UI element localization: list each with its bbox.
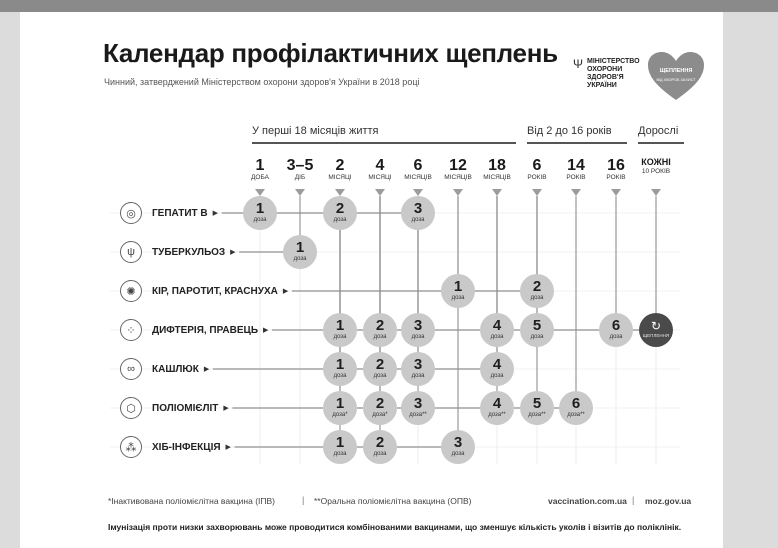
footnote-opv: **Оральна поліомієлітна вакцина (ОПВ)	[314, 496, 472, 506]
vaccine-row	[120, 236, 236, 268]
microbe-icon: ⁘	[120, 319, 142, 341]
age-column-header	[320, 157, 360, 182]
dose-marker	[401, 391, 435, 425]
dose-marker	[323, 352, 357, 386]
dose-marker	[243, 196, 277, 230]
age-unit: МІСЯЦІ	[368, 174, 392, 181]
age-number: 4	[375, 157, 385, 174]
dose-label: доза**	[488, 412, 506, 418]
vaccine-name: КІР, ПАРОТИТ, КРАСНУХА	[152, 285, 278, 297]
dose-number: 6	[571, 395, 581, 412]
ministry-line: ОХОРОНИ	[587, 66, 623, 73]
age-column-header	[398, 157, 438, 182]
dose-number: 3	[453, 434, 463, 451]
dose-number: 3	[413, 356, 423, 373]
dose-number: 5	[532, 395, 542, 412]
vaccine-row	[120, 275, 288, 307]
dose-marker	[401, 196, 435, 230]
pertussis-icon: ∞	[120, 358, 142, 380]
dose-marker	[559, 391, 593, 425]
heart-logo-subtitle: ВІД ХВОРОБ ЗАХИСТ	[656, 78, 696, 82]
dose-label: доза	[451, 451, 465, 457]
dose-label: доза	[373, 373, 387, 379]
age-pointer-icon	[571, 189, 581, 196]
ministry-line: ЗДОРОВ'Я	[587, 74, 624, 81]
dose-label: доза	[333, 334, 347, 340]
bacteria-icon: ψ	[120, 241, 142, 263]
dose-number: 2	[375, 356, 385, 373]
dose-number: 4	[492, 356, 502, 373]
age-unit: МІСЯЦІВ	[444, 174, 472, 181]
dose-label: доза	[373, 334, 387, 340]
dose-label: доза**	[409, 412, 427, 418]
dose-number: 1	[255, 200, 265, 217]
dose-number: 2	[375, 395, 385, 412]
age-number: 14	[567, 157, 585, 174]
age-number: 6	[413, 157, 423, 174]
age-number: 18	[488, 157, 506, 174]
dose-marker	[520, 274, 554, 308]
age-column-header	[240, 157, 280, 182]
age-pointer-icon	[651, 189, 661, 196]
dose-label: доза**	[528, 412, 546, 418]
dose-marker	[363, 391, 397, 425]
dose-label: доза	[530, 334, 544, 340]
vaccine-name: ДИФТЕРІЯ, ПРАВЕЦЬ	[152, 324, 259, 336]
age-unit: МІСЯЦІ	[328, 174, 352, 181]
dose-number: 3	[413, 395, 423, 412]
repeat-icon: ↻	[650, 319, 662, 333]
row-arrow-icon: ▶	[223, 405, 229, 412]
age-column-header	[280, 157, 320, 182]
age-column-header	[360, 157, 400, 182]
dose-marker	[363, 352, 397, 386]
dose-label: доза	[411, 217, 425, 223]
dose-number: 1	[335, 395, 345, 412]
dose-label: доза	[333, 451, 347, 457]
dose-marker	[363, 313, 397, 347]
age-unit: ДОБА	[251, 174, 269, 181]
dose-label: доза	[373, 451, 387, 457]
site-separator: |	[632, 495, 635, 505]
dose-number: 2	[335, 200, 345, 217]
age-column-header	[596, 157, 636, 182]
dose-label: доза	[609, 334, 623, 340]
dose-marker	[401, 352, 435, 386]
row-arrow-icon: ▶	[263, 327, 269, 334]
age-pointer-icon	[255, 189, 265, 196]
group-label-child: Від 2 до 16 років	[527, 125, 612, 137]
dose-number: 3	[413, 200, 423, 217]
combined-vaccines-note: Імунізація проти низки захворювань може проводитися комбінованими вакцинами, що зменшує кількість уколів і візитів до поліклінік.	[108, 522, 682, 532]
age-number: 16	[607, 157, 625, 174]
dose-number: 2	[375, 317, 385, 334]
dose-label: доза	[530, 295, 544, 301]
dose-marker	[401, 313, 435, 347]
polio-icon: ⬡	[120, 397, 142, 419]
dose-number: 1	[335, 317, 345, 334]
age-column-header	[556, 157, 596, 182]
dose-marker	[480, 391, 514, 425]
liver-icon: ◎	[120, 202, 142, 224]
dose-number: 4	[492, 395, 502, 412]
trident-icon: Ψ	[573, 57, 584, 71]
age-pointer-icon	[611, 189, 621, 196]
age-unit: РОКІВ	[566, 174, 586, 181]
dose-number: 1	[453, 278, 463, 295]
booster-dose-marker	[639, 313, 673, 347]
dose-label: доза*	[332, 412, 348, 418]
site-link-moz[interactable]: moz.gov.ua	[645, 496, 692, 506]
vaccine-row	[120, 197, 218, 229]
dose-number: 2	[375, 434, 385, 451]
dose-marker	[323, 430, 357, 464]
age-unit: РОКІВ	[606, 174, 626, 181]
age-pointer-icon	[413, 189, 423, 196]
dose-label: доза*	[372, 412, 388, 418]
dose-marker	[520, 313, 554, 347]
vaccine-row	[120, 314, 268, 346]
ministry-line: УКРАЇНИ	[587, 82, 617, 89]
vaccine-name: ПОЛІОМІЄЛІТ	[152, 402, 219, 414]
vaccination-calendar-sheet	[20, 12, 723, 548]
row-arrow-icon: ▶	[203, 366, 210, 373]
dose-label: доза	[411, 334, 425, 340]
dose-marker	[441, 274, 475, 308]
age-column-header	[438, 157, 478, 182]
group-label-infant: У перші 18 місяців життя	[252, 125, 379, 137]
vaccine-row	[120, 353, 209, 385]
dose-marker	[520, 391, 554, 425]
dose-marker	[283, 235, 317, 269]
age-pointer-icon	[335, 189, 345, 196]
dose-label: доза	[490, 334, 504, 340]
site-link-vaccination[interactable]: vaccination.com.ua	[548, 496, 627, 506]
group-label-adult: Дорослі	[638, 125, 679, 137]
age-unit: РОКІВ	[527, 174, 547, 181]
age-number: 12	[449, 157, 467, 174]
hib-icon: ⁂	[120, 436, 142, 458]
dose-marker	[363, 430, 397, 464]
age-number: КОЖНІ	[641, 157, 671, 167]
age-pointer-icon	[492, 189, 502, 196]
row-arrow-icon: ▶	[230, 249, 236, 256]
dose-number: 5	[532, 317, 542, 334]
age-unit: МІСЯЦІВ	[404, 174, 432, 181]
age-number: 3–5	[286, 157, 314, 174]
top-bar	[0, 0, 778, 12]
heart-logo-title: ЩЕПЛЕННЯ	[659, 68, 693, 74]
dose-label: доза	[293, 256, 307, 262]
row-arrow-icon: ▶	[212, 210, 219, 217]
dose-marker	[480, 313, 514, 347]
dose-label: доза	[253, 217, 267, 223]
age-unit: ДІБ	[294, 174, 306, 181]
dose-marker	[323, 391, 357, 425]
dose-number: 1	[335, 434, 345, 451]
virus-icon: ✺	[120, 280, 142, 302]
vaccine-row	[120, 392, 229, 424]
vaccine-name: ГЕПАТИТ В	[152, 207, 208, 219]
dose-marker	[323, 313, 357, 347]
age-number: 2	[335, 157, 345, 174]
dose-marker	[480, 352, 514, 386]
dose-number: 2	[532, 278, 542, 295]
dose-label: доза**	[567, 412, 585, 418]
vaccine-name: ХІБ-ІНФЕКЦІЯ	[152, 441, 221, 453]
dose-label: доза	[333, 373, 347, 379]
dose-marker	[323, 196, 357, 230]
row-arrow-icon: ▶	[282, 288, 289, 295]
vaccine-row	[120, 431, 231, 463]
age-number: 6	[532, 157, 542, 174]
age-pointer-icon	[453, 189, 463, 196]
ministry-line: МІНІСТЕРСТВО	[587, 58, 640, 65]
footnote-ipv: *Інактивована поліомієлітна вакцина (ІПВ)	[108, 496, 276, 506]
age-column-header	[477, 157, 517, 182]
dose-label: доза	[411, 373, 425, 379]
vaccine-name: КАШЛЮК	[152, 363, 199, 375]
dose-label: ЩЕПЛЕННЯ	[642, 333, 670, 338]
dose-marker	[599, 313, 633, 347]
dose-label: доза	[333, 217, 347, 223]
age-number: 1	[255, 157, 265, 174]
age-pointer-icon	[295, 189, 305, 196]
dose-number: 1	[295, 239, 305, 256]
dose-number: 6	[611, 317, 621, 334]
age-column-header	[517, 157, 557, 182]
age-pointer-icon	[532, 189, 542, 196]
dose-number: 3	[413, 317, 423, 334]
dose-label: доза	[490, 373, 504, 379]
page-title: Календар профілактичних щеплень	[103, 38, 558, 68]
vaccine-name: ТУБЕРКУЛЬОЗ	[152, 246, 226, 258]
age-unit: 10 РОКІВ	[641, 168, 671, 175]
page-subtitle: Чинний, затверджений Міністерством охорони здоров'я України в 2018 році	[104, 77, 420, 87]
dose-marker	[441, 430, 475, 464]
row-arrow-icon: ▶	[225, 444, 231, 451]
age-column-header	[636, 157, 676, 176]
dose-label: доза	[451, 295, 465, 301]
footnote-separator: |	[302, 495, 305, 505]
age-pointer-icon	[375, 189, 385, 196]
age-unit: МІСЯЦІВ	[483, 174, 511, 181]
dose-number: 4	[492, 317, 502, 334]
dose-number: 1	[335, 356, 345, 373]
